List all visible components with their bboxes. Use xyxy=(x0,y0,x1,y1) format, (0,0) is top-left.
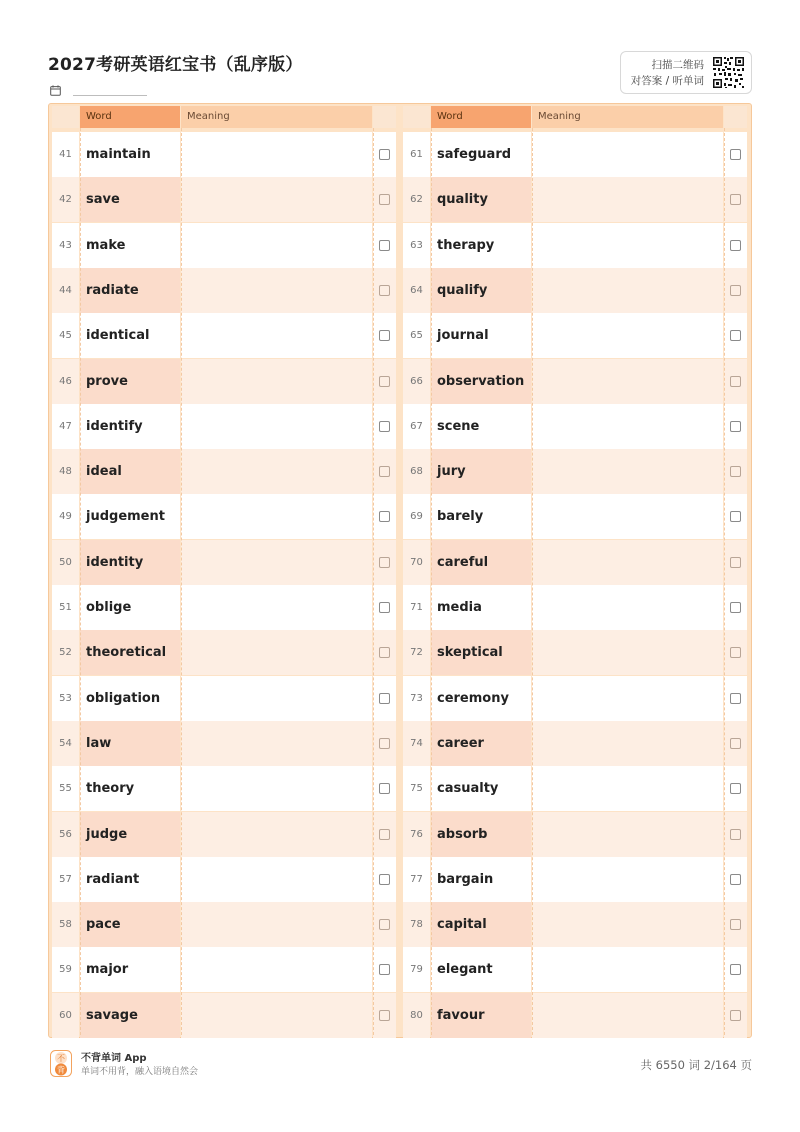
meaning-cell[interactable] xyxy=(181,404,372,449)
table-row xyxy=(403,540,747,585)
meaning-cell[interactable] xyxy=(532,585,723,630)
meaning-cell[interactable] xyxy=(181,540,372,585)
checkbox-icon[interactable] xyxy=(379,330,390,341)
table-row xyxy=(52,449,396,494)
meaning-cell[interactable] xyxy=(181,177,372,222)
page-title: 2027考研英语红宝书（乱序版） xyxy=(48,55,303,75)
header-word: Word xyxy=(431,106,531,128)
table-row xyxy=(403,404,747,449)
meaning-cell[interactable] xyxy=(181,902,372,947)
checkbox-icon[interactable] xyxy=(379,693,390,704)
meaning-cell[interactable] xyxy=(181,449,372,494)
row-number: 77 xyxy=(403,857,430,902)
vocab-word: maintain xyxy=(80,132,180,177)
meaning-cell[interactable] xyxy=(532,857,723,902)
checkbox-icon[interactable] xyxy=(730,557,741,568)
table-row xyxy=(52,630,396,675)
checkbox-icon[interactable] xyxy=(730,829,741,840)
checkbox-icon[interactable] xyxy=(730,149,741,160)
checkbox-icon[interactable] xyxy=(730,874,741,885)
check-cell xyxy=(724,585,747,630)
column-divider xyxy=(181,128,182,1035)
row-number: 63 xyxy=(403,223,430,268)
vocab-word: qualify xyxy=(431,268,531,313)
table-row xyxy=(52,721,396,766)
vocab-word: identify xyxy=(80,404,180,449)
row-number: 59 xyxy=(52,947,79,992)
checkbox-icon[interactable] xyxy=(379,376,390,387)
vocab-word: radiant xyxy=(80,857,180,902)
meaning-cell[interactable] xyxy=(532,132,723,177)
table-row xyxy=(52,132,396,177)
row-number: 62 xyxy=(403,177,430,222)
check-cell xyxy=(373,449,396,494)
checkbox-icon[interactable] xyxy=(730,964,741,975)
check-cell xyxy=(373,857,396,902)
meaning-cell[interactable] xyxy=(532,676,723,721)
table-row xyxy=(403,993,747,1038)
header-meaning: Meaning xyxy=(532,106,723,128)
vocab-word: judge xyxy=(80,812,180,857)
row-number: 78 xyxy=(403,902,430,947)
row-number: 61 xyxy=(403,132,430,177)
checkbox-icon[interactable] xyxy=(379,647,390,658)
check-cell xyxy=(724,268,747,313)
vocab-word: barely xyxy=(431,494,531,539)
row-number: 70 xyxy=(403,540,430,585)
vocab-word: major xyxy=(80,947,180,992)
header-meaning: Meaning xyxy=(181,106,372,128)
row-number: 80 xyxy=(403,993,430,1038)
row-number: 68 xyxy=(403,449,430,494)
vocab-word: identity xyxy=(80,540,180,585)
left-column xyxy=(52,106,396,1035)
row-number: 72 xyxy=(403,630,430,675)
vocab-word: pace xyxy=(80,902,180,947)
checkbox-icon[interactable] xyxy=(379,874,390,885)
vocab-word: identical xyxy=(80,313,180,358)
checkbox-icon[interactable] xyxy=(379,149,390,160)
meaning-cell[interactable] xyxy=(532,177,723,222)
row-number: 53 xyxy=(52,676,79,721)
table-row xyxy=(403,585,747,630)
row-number: 42 xyxy=(52,177,79,222)
checkbox-icon[interactable] xyxy=(730,511,741,522)
check-cell xyxy=(373,132,396,177)
row-number: 60 xyxy=(52,993,79,1038)
checkbox-icon[interactable] xyxy=(379,602,390,613)
table-row xyxy=(52,902,396,947)
vocab-word: radiate xyxy=(80,268,180,313)
check-cell xyxy=(373,268,396,313)
date-row xyxy=(50,81,147,100)
vocab-word: observation xyxy=(431,359,531,404)
table-row xyxy=(52,404,396,449)
table-row xyxy=(52,223,396,268)
meaning-cell[interactable] xyxy=(181,359,372,404)
checkbox-icon[interactable] xyxy=(379,194,390,205)
checkbox-icon[interactable] xyxy=(379,919,390,930)
meaning-cell[interactable] xyxy=(532,993,723,1038)
checkbox-icon[interactable] xyxy=(379,964,390,975)
table-row xyxy=(52,947,396,992)
row-number: 56 xyxy=(52,812,79,857)
row-number: 65 xyxy=(403,313,430,358)
table-row xyxy=(403,449,747,494)
footer-slogan: 单词不用背，融入语境自然会 xyxy=(81,1067,199,1077)
check-cell xyxy=(724,540,747,585)
meaning-cell[interactable] xyxy=(181,313,372,358)
meaning-cell[interactable] xyxy=(181,947,372,992)
row-number: 57 xyxy=(52,857,79,902)
checkbox-icon[interactable] xyxy=(730,240,741,251)
checkbox-icon[interactable] xyxy=(379,285,390,296)
check-cell xyxy=(724,177,747,222)
checkbox-icon[interactable] xyxy=(730,330,741,341)
checkbox-icon[interactable] xyxy=(379,829,390,840)
table-row xyxy=(403,766,747,811)
vocab-word: favour xyxy=(431,993,531,1038)
check-cell xyxy=(724,902,747,947)
check-cell xyxy=(724,721,747,766)
row-number: 64 xyxy=(403,268,430,313)
meaning-cell[interactable] xyxy=(532,812,723,857)
check-cell xyxy=(724,993,747,1038)
checkbox-icon[interactable] xyxy=(730,1010,741,1021)
table-row xyxy=(52,540,396,585)
column-divider xyxy=(724,128,725,1035)
check-cell xyxy=(373,223,396,268)
vocab-word: safeguard xyxy=(431,132,531,177)
table-row xyxy=(52,585,396,630)
vocabulary-sheet xyxy=(48,103,752,1038)
vocab-word: casualty xyxy=(431,766,531,811)
row-number: 47 xyxy=(52,404,79,449)
checkbox-icon[interactable] xyxy=(730,783,741,794)
row-number: 51 xyxy=(52,585,79,630)
meaning-cell[interactable] xyxy=(181,676,372,721)
logo-char-bottom: 背 xyxy=(57,1065,65,1075)
meaning-cell[interactable] xyxy=(532,540,723,585)
check-cell xyxy=(724,404,747,449)
row-number: 43 xyxy=(52,223,79,268)
logo-char-top: 不 xyxy=(57,1054,65,1063)
row-number: 55 xyxy=(52,766,79,811)
meaning-cell[interactable] xyxy=(181,494,372,539)
vocab-word: quality xyxy=(431,177,531,222)
table-row xyxy=(403,313,747,358)
checkbox-icon[interactable] xyxy=(730,693,741,704)
meaning-cell[interactable] xyxy=(532,721,723,766)
table-row xyxy=(403,812,747,857)
row-number: 67 xyxy=(403,404,430,449)
checkbox-icon[interactable] xyxy=(730,421,741,432)
checkbox-icon[interactable] xyxy=(379,1010,390,1021)
row-number: 54 xyxy=(52,721,79,766)
vocab-word: theory xyxy=(80,766,180,811)
check-cell xyxy=(724,857,747,902)
table-row xyxy=(403,359,747,404)
table-row xyxy=(403,630,747,675)
table-row xyxy=(403,902,747,947)
column-divider xyxy=(373,128,374,1035)
table-row xyxy=(403,676,747,721)
check-cell xyxy=(724,449,747,494)
header-check-cell xyxy=(724,106,747,128)
checkbox-icon[interactable] xyxy=(379,511,390,522)
checkbox-icon[interactable] xyxy=(379,783,390,794)
check-cell xyxy=(373,676,396,721)
table-header xyxy=(52,106,396,128)
vocab-word: theoretical xyxy=(80,630,180,675)
row-number: 66 xyxy=(403,359,430,404)
column-divider xyxy=(431,128,432,1035)
table-row xyxy=(403,721,747,766)
meaning-cell[interactable] xyxy=(532,313,723,358)
table-row xyxy=(403,268,747,313)
check-cell xyxy=(724,132,747,177)
checkbox-icon[interactable] xyxy=(379,557,390,568)
row-number: 71 xyxy=(403,585,430,630)
checkbox-icon[interactable] xyxy=(730,194,741,205)
vocab-word: make xyxy=(80,223,180,268)
table-row xyxy=(403,947,747,992)
vocab-word: journal xyxy=(431,313,531,358)
vocab-word: media xyxy=(431,585,531,630)
check-cell xyxy=(724,812,747,857)
row-number: 52 xyxy=(52,630,79,675)
header-num-cell xyxy=(52,106,79,128)
check-cell xyxy=(373,177,396,222)
checkbox-icon[interactable] xyxy=(730,285,741,296)
meaning-cell[interactable] xyxy=(181,721,372,766)
meaning-cell[interactable] xyxy=(532,494,723,539)
meaning-cell[interactable] xyxy=(181,857,372,902)
qr-line-2: 对答案 / 听单词 xyxy=(630,74,704,87)
row-number: 46 xyxy=(52,359,79,404)
vocab-word: bargain xyxy=(431,857,531,902)
row-number: 50 xyxy=(52,540,79,585)
check-cell xyxy=(373,404,396,449)
table-row xyxy=(52,313,396,358)
check-cell xyxy=(373,359,396,404)
meaning-cell[interactable] xyxy=(181,766,372,811)
checkbox-icon[interactable] xyxy=(379,466,390,477)
calendar-icon xyxy=(50,81,61,100)
vocab-word: elegant xyxy=(431,947,531,992)
checkbox-icon[interactable] xyxy=(730,376,741,387)
check-cell xyxy=(724,947,747,992)
vocab-word: therapy xyxy=(431,223,531,268)
checkbox-icon[interactable] xyxy=(730,602,741,613)
row-number: 74 xyxy=(403,721,430,766)
vocab-word: ideal xyxy=(80,449,180,494)
row-number: 76 xyxy=(403,812,430,857)
checkbox-icon[interactable] xyxy=(730,466,741,477)
vocab-word: oblige xyxy=(80,585,180,630)
row-number: 79 xyxy=(403,947,430,992)
checkbox-icon[interactable] xyxy=(730,647,741,658)
vocab-word: careful xyxy=(431,540,531,585)
row-number: 75 xyxy=(403,766,430,811)
right-column xyxy=(403,106,747,1035)
row-number: 44 xyxy=(52,268,79,313)
check-cell xyxy=(373,585,396,630)
footer-brand: 不背单词 App xyxy=(81,1053,147,1064)
checkbox-icon[interactable] xyxy=(379,240,390,251)
check-cell xyxy=(373,721,396,766)
table-row xyxy=(52,268,396,313)
qr-line-1: 扫描二维码 xyxy=(651,58,704,71)
app-logo-icon xyxy=(50,1050,72,1077)
meaning-cell[interactable] xyxy=(181,630,372,675)
meaning-cell[interactable] xyxy=(532,947,723,992)
row-number: 58 xyxy=(52,902,79,947)
vocab-word: career xyxy=(431,721,531,766)
check-cell xyxy=(724,223,747,268)
check-cell xyxy=(373,812,396,857)
table-row xyxy=(52,177,396,222)
meaning-cell[interactable] xyxy=(532,902,723,947)
check-cell xyxy=(724,494,747,539)
check-cell xyxy=(724,359,747,404)
check-cell xyxy=(724,313,747,358)
table-row xyxy=(403,177,747,222)
table-row xyxy=(52,676,396,721)
row-number: 48 xyxy=(52,449,79,494)
header-word: Word xyxy=(80,106,180,128)
meaning-cell[interactable] xyxy=(181,585,372,630)
meaning-cell[interactable] xyxy=(181,268,372,313)
vocab-word: obligation xyxy=(80,676,180,721)
qr-caption xyxy=(627,57,712,89)
check-cell xyxy=(724,676,747,721)
check-cell xyxy=(724,766,747,811)
qr-code-icon[interactable] xyxy=(712,56,745,89)
meaning-cell[interactable] xyxy=(532,268,723,313)
column-divider xyxy=(532,128,533,1035)
vocab-word: ceremony xyxy=(431,676,531,721)
vocab-word: savage xyxy=(80,993,180,1038)
table-row xyxy=(403,132,747,177)
vocab-word: absorb xyxy=(431,812,531,857)
check-cell xyxy=(373,766,396,811)
vocab-word: scene xyxy=(431,404,531,449)
table-row xyxy=(403,223,747,268)
table-row xyxy=(403,857,747,902)
meaning-cell[interactable] xyxy=(532,630,723,675)
meaning-cell[interactable] xyxy=(532,223,723,268)
row-number: 69 xyxy=(403,494,430,539)
check-cell xyxy=(373,494,396,539)
meaning-cell[interactable] xyxy=(181,132,372,177)
row-number: 73 xyxy=(403,676,430,721)
vocab-word: capital xyxy=(431,902,531,947)
vocab-word: judgement xyxy=(80,494,180,539)
vocab-word: law xyxy=(80,721,180,766)
row-number: 49 xyxy=(52,494,79,539)
meaning-cell[interactable] xyxy=(181,993,372,1038)
meaning-cell[interactable] xyxy=(532,766,723,811)
date-input-line[interactable] xyxy=(73,95,147,96)
checkbox-icon[interactable] xyxy=(379,738,390,749)
check-cell xyxy=(373,993,396,1038)
meaning-cell[interactable] xyxy=(532,449,723,494)
check-cell xyxy=(373,902,396,947)
check-cell xyxy=(373,630,396,675)
meaning-cell[interactable] xyxy=(181,223,372,268)
row-number: 41 xyxy=(52,132,79,177)
table-row xyxy=(52,766,396,811)
qr-panel[interactable] xyxy=(620,51,752,94)
header-num-cell xyxy=(403,106,430,128)
vocab-word: save xyxy=(80,177,180,222)
check-cell xyxy=(373,540,396,585)
checkbox-icon[interactable] xyxy=(379,421,390,432)
table-row xyxy=(52,359,396,404)
column-divider xyxy=(80,128,81,1035)
checkbox-icon[interactable] xyxy=(730,738,741,749)
table-row xyxy=(52,993,396,1038)
check-cell xyxy=(373,947,396,992)
page-counter: 共 6550 词 2/164 页 xyxy=(640,1058,752,1072)
meaning-cell[interactable] xyxy=(532,359,723,404)
vocab-word: prove xyxy=(80,359,180,404)
vocab-word: skeptical xyxy=(431,630,531,675)
table-row xyxy=(52,494,396,539)
table-row xyxy=(403,494,747,539)
meaning-cell[interactable] xyxy=(532,404,723,449)
check-cell xyxy=(373,313,396,358)
row-number: 45 xyxy=(52,313,79,358)
vocab-word: jury xyxy=(431,449,531,494)
meaning-cell[interactable] xyxy=(181,812,372,857)
table-header xyxy=(403,106,747,128)
checkbox-icon[interactable] xyxy=(730,919,741,930)
header-check-cell xyxy=(373,106,396,128)
table-row xyxy=(52,857,396,902)
table-row xyxy=(52,812,396,857)
check-cell xyxy=(724,630,747,675)
